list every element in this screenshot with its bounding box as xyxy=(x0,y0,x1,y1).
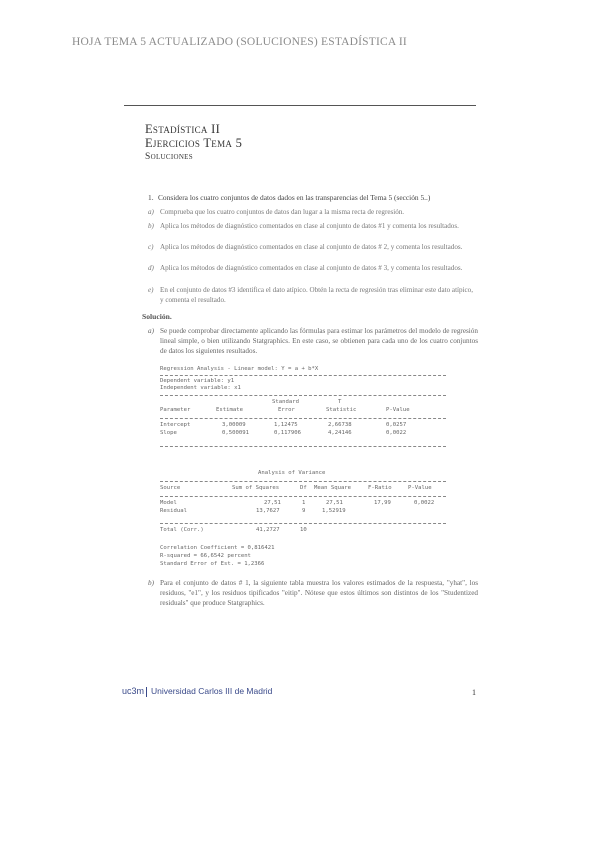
table-cell: 3,00009 xyxy=(222,422,246,428)
item-label: e) xyxy=(148,286,154,294)
solutions-subtitle: Soluciones xyxy=(145,152,193,162)
table-cell: 27,51 xyxy=(264,500,281,506)
table-header-row xyxy=(160,399,450,407)
table-cell: 0,0257 xyxy=(386,422,407,428)
university-name: Universidad Carlos III de Madrid xyxy=(151,686,273,696)
question-number: 1. xyxy=(148,193,154,202)
coefficients-rows xyxy=(160,422,450,438)
header-cell: Df xyxy=(300,485,307,491)
table-cell: 41,2727 xyxy=(256,527,280,533)
document-title-block xyxy=(145,122,242,164)
anova-table xyxy=(160,485,450,493)
header-cell: Sum of Squares xyxy=(232,485,280,491)
top-rule xyxy=(124,105,476,106)
table-cell: 1,52919 xyxy=(322,508,346,514)
part-text: Se puede comprobar directamente aplicando las fórmulas para estimar los parámetros del modelo de regresión lineal simple, o bien utilizando Statgraphics. En este caso, se obtienen para cada uno de los cuatro conjuntos de datos los siguientes resultados. xyxy=(160,327,478,355)
header-cell: Mean Square xyxy=(314,485,352,491)
correlation-coefficient: Correlation Coefficient = 0,816421 xyxy=(160,545,275,551)
header-cell: T xyxy=(338,399,342,405)
table-cell: 13,7627 xyxy=(256,508,280,514)
table-header-row xyxy=(160,407,450,415)
item-label: d) xyxy=(148,264,154,272)
part-text: Para el conjunto de datos # 1, la siguiente tabla muestra los valores estimados de la respuesta, "yhat", los residuos, "e1", y los residuos tipificados "eitip". Nótese que estos últimos son distintos de los "Studentized residuals" que produce Statgraphics. xyxy=(160,579,478,607)
standard-error: Standard Error of Est. = 1,2366 xyxy=(160,561,265,567)
table-cell: Total (Corr.) xyxy=(160,527,204,533)
table-cell: Model xyxy=(160,500,177,506)
header-cell: Error xyxy=(278,407,295,413)
item-text: Aplica los métodos de diagnóstico comentados en clase al conjunto de datos # 2, y comenta los resultados. xyxy=(160,243,463,251)
dependent-variable: Dependent variable: y1 xyxy=(160,378,235,384)
item-label: c) xyxy=(148,243,154,251)
question-text: Considera los cuatro conjuntos de datos dados en las transparencias del Tema 5 (sección 5..) xyxy=(158,193,431,202)
divider xyxy=(160,418,446,419)
header-cell: Estimate xyxy=(216,407,243,413)
uc3m-logo: uc3m xyxy=(122,686,145,696)
header-cell: P-Value xyxy=(408,485,432,491)
header-cell: Source xyxy=(160,485,181,491)
exercises-title: Ejercicios Tema 5 xyxy=(145,136,243,150)
page-header-title: HOJA TEMA 5 ACTUALIZADO (SOLUCIONES) ESTADÍSTICA II xyxy=(72,36,407,48)
regression-title: Regression Analysis - Linear model: Y = a + b*X xyxy=(160,366,319,372)
item-text: Comprueba que los cuatro conjuntos de datos dan lugar a la misma recta de regresión. xyxy=(160,208,405,216)
divider xyxy=(160,395,446,396)
table-header-row xyxy=(160,485,450,493)
item-text: Aplica los métodos de diagnóstico comentados en clase al conjunto de datos # 3, y comenta los resultados. xyxy=(160,264,463,272)
header-cell: P-Value xyxy=(386,407,410,413)
anova-title: Analysis of Variance xyxy=(258,470,326,476)
course-title: Estadística II xyxy=(145,122,221,136)
part-label: b) xyxy=(148,579,154,587)
table-cell: 0,117906 xyxy=(274,430,301,436)
divider xyxy=(160,446,446,447)
table-cell: 2,66738 xyxy=(328,422,352,428)
header-cell: Standard xyxy=(272,399,299,405)
page-footer xyxy=(122,686,482,700)
table-row xyxy=(160,422,450,430)
table-cell: 1,12475 xyxy=(274,422,298,428)
table-row xyxy=(160,527,450,535)
item-label: a) xyxy=(148,208,154,216)
header-cell: Statistic xyxy=(326,407,357,413)
table-cell: Residual xyxy=(160,508,187,514)
header-cell: Parameter xyxy=(160,407,191,413)
table-row xyxy=(160,508,450,516)
item-label: b) xyxy=(148,222,154,230)
r-squared: R-squared = 66,6542 percent xyxy=(160,553,251,559)
table-cell: 27,51 xyxy=(326,500,343,506)
independent-variable: Independent variable: x1 xyxy=(160,385,241,391)
item-text: Aplica los métodos de diagnóstico comentados en clase al conjunto de datos #1 y comenta los resultados. xyxy=(160,222,459,230)
table-cell: 0,500091 xyxy=(222,430,249,436)
table-cell: Intercept xyxy=(160,422,191,428)
table-cell: 0,0022 xyxy=(386,430,407,436)
table-row xyxy=(160,430,450,438)
item-text: En el conjunto de datos #3 identifica el dato atípico. Obtén la recta de regresión tras eliminar este dato atípico, y comenta el resultado. xyxy=(160,286,473,304)
page-number: 1 xyxy=(472,688,476,697)
solution-heading: Solución. xyxy=(142,312,172,321)
table-cell: 1 xyxy=(302,500,306,506)
table-cell: 4,24146 xyxy=(328,430,352,436)
logo-separator xyxy=(146,687,147,697)
table-cell: 17,99 xyxy=(374,500,391,506)
divider xyxy=(160,481,446,482)
part-label: a) xyxy=(148,327,154,335)
anova-rows xyxy=(160,500,450,516)
divider xyxy=(160,523,446,524)
divider xyxy=(160,375,446,376)
coefficients-table xyxy=(160,399,450,415)
table-cell: 0,0022 xyxy=(414,500,435,506)
header-cell: F-Ratio xyxy=(368,485,392,491)
table-cell: Slope xyxy=(160,430,177,436)
divider xyxy=(160,496,446,497)
table-row xyxy=(160,500,450,508)
anova-total xyxy=(160,527,450,535)
table-cell: 10 xyxy=(300,527,307,533)
table-cell: 9 xyxy=(302,508,306,514)
